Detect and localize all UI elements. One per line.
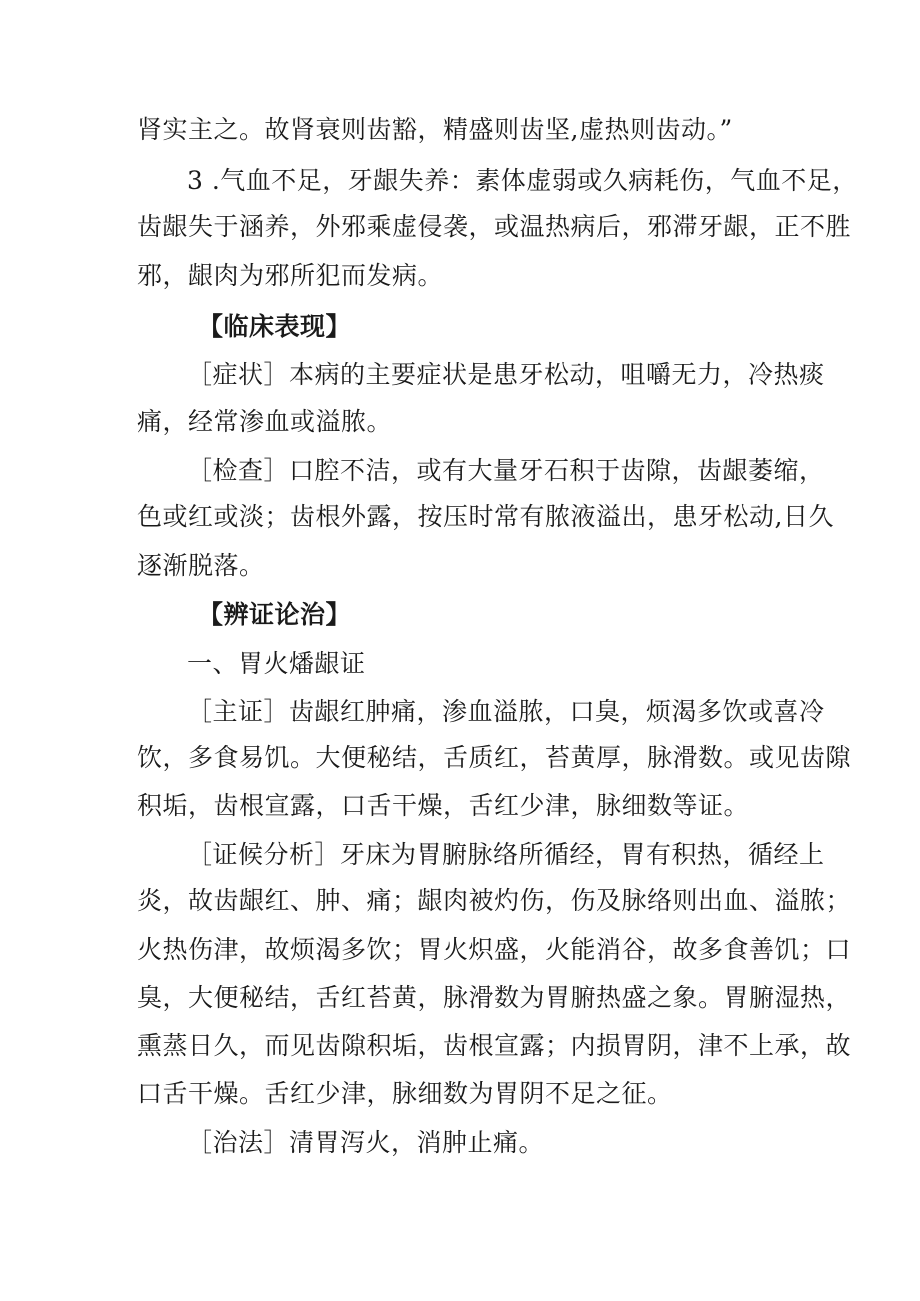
paragraph-line: 逐渐脱落。 bbox=[137, 551, 265, 580]
paragraph-line: 口舌干燥。舌红少津，脉细数为胃阴不足之征。 bbox=[137, 1079, 673, 1108]
subsection-heading: 一、胃火燔龈证 bbox=[187, 649, 366, 678]
paragraph-line: 邪，龈肉为邪所犯而发病。 bbox=[137, 261, 444, 290]
section-heading: 【临床表现】 bbox=[198, 312, 352, 341]
paragraph-line: 饮，多食易饥。大便秘结，舌质红，苔黄厚，脉滑数。或见齿隙 bbox=[137, 743, 852, 772]
paragraph-line: ［检查］口腔不洁，或有大量牙石积于齿隙，齿龈萎缩， bbox=[187, 456, 825, 485]
paragraph-line: 炎，故齿龈红、肿、痛；龈肉被灼伤，伤及脉络则出血、溢脓； bbox=[137, 886, 852, 915]
paragraph-line: ［主证］齿龈红肿痛，渗血溢脓，口臭，烦渴多饮或喜冷 bbox=[187, 697, 825, 726]
paragraph-line: 臭，大便秘结，舌红苔黄，脉滑数为胃腑热盛之象。胃腑湿热， bbox=[137, 983, 852, 1012]
paragraph-line: ［症状］本病的主要症状是患牙松动，咀嚼无力，冷热痰 bbox=[187, 360, 825, 389]
paragraph-line: 肾实主之。故肾衰则齿豁，精盛则齿坚,虚热则齿动。” bbox=[137, 115, 733, 144]
paragraph-line: 齿龈失于涵养，外邪乘虚侵袭，或温热病后，邪滞牙龈，正不胜 bbox=[137, 212, 852, 241]
paragraph-line: 色或红或淡；齿根外露，按压时常有脓液溢出，患牙松动,日久 bbox=[137, 502, 834, 531]
paragraph-line: 熏蒸日久，而见齿隙积垢，齿根宣露；内损胃阴，津不上承，故 bbox=[137, 1031, 852, 1060]
paragraph-line: 火热伤津，故烦渴多饮；胃火炽盛，火能消谷，故多食善饥；口 bbox=[137, 935, 852, 964]
paragraph-line: 3 .气血不足，牙龈失养：素体虚弱或久病耗伤，气血不足， bbox=[187, 166, 858, 195]
paragraph-line: ［证候分析］牙床为胃腑脉络所循经，胃有积热，循经上 bbox=[187, 840, 825, 869]
paragraph-line: 积垢，齿根宣露，口舌干燥，舌红少津，脉细数等证。 bbox=[137, 791, 750, 820]
paragraph-line: 痛，经常渗血或溢脓。 bbox=[137, 407, 393, 436]
paragraph-line: ［治法］清胃泻火，消肿止痛。 bbox=[187, 1128, 545, 1157]
section-heading: 【辨证论治】 bbox=[198, 600, 352, 629]
